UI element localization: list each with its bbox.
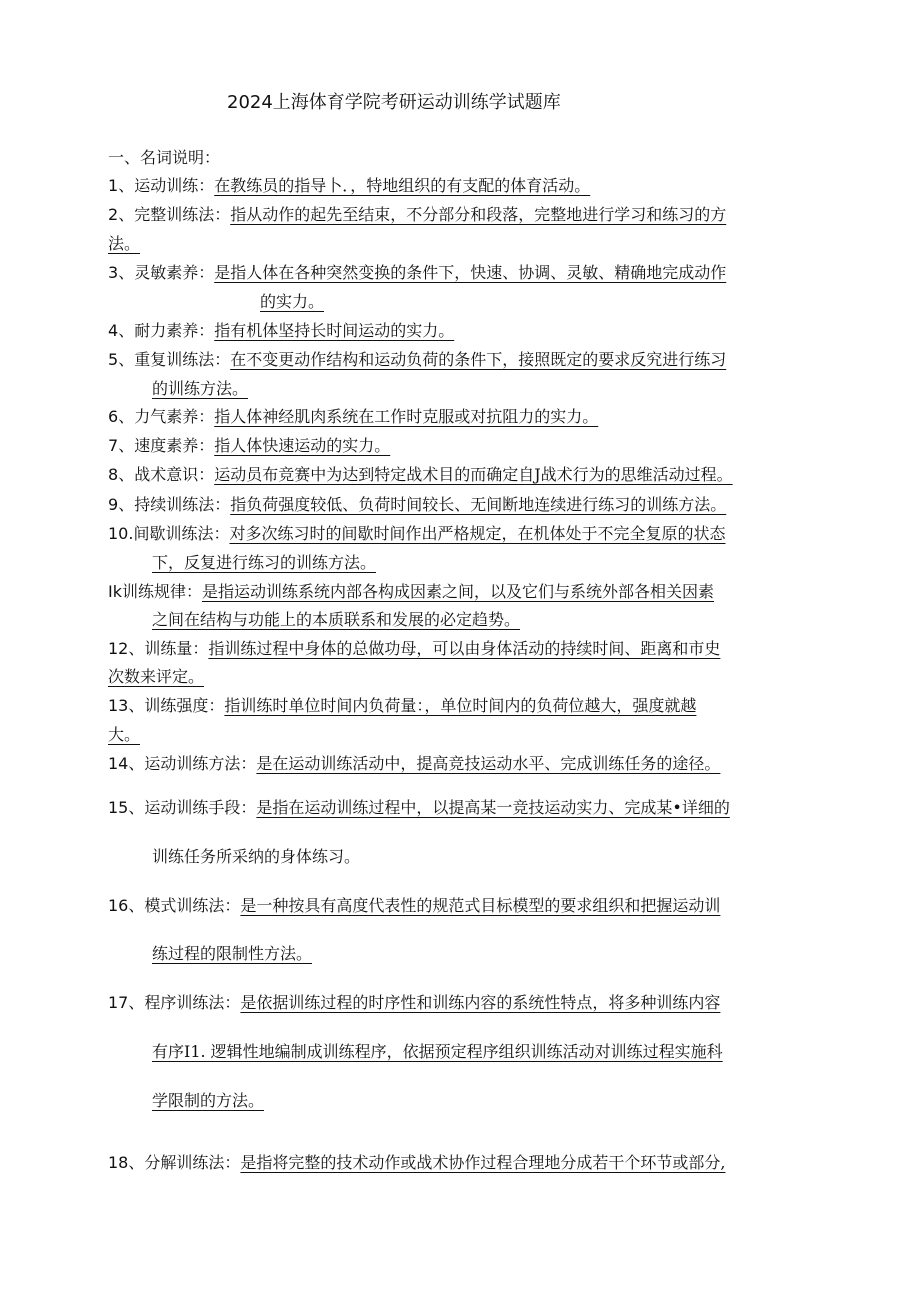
entry-definition: 是指在运动训练过程中，以提高某一竞技运动实力、完成某•详细的	[256, 798, 730, 817]
entry-definition: 在不变更动作结构和运动负荷的条件下，接照既定的要求反究进行练习	[230, 350, 727, 369]
entry-number: 7	[108, 436, 119, 455]
entry-number: 18	[108, 1153, 129, 1172]
entry-12-cont: 次数来评定。	[108, 667, 205, 686]
entry-definition: 在教练员的指导卜．，特地组织的有支配的体育活动。	[214, 176, 591, 195]
entry-13	[108, 695, 696, 717]
entry-term: 、重复训练法：	[118, 350, 231, 369]
entry-definition: 运动员布竞赛中为达到特定战术目的而确定自J战术行为的思维活动过程。	[214, 465, 733, 484]
entry-number: 12	[108, 639, 129, 658]
entry-term: 、持续训练法：	[118, 495, 231, 514]
entry-term: 、速度素养：	[118, 436, 215, 455]
entry-number: 4	[108, 321, 119, 340]
entry-term: 、运动训练方法：	[128, 754, 257, 773]
entry-number: 14	[108, 754, 129, 773]
entry-3	[108, 262, 726, 284]
entry-number: 9	[108, 495, 119, 514]
entry-term: 、耐力素养：	[118, 321, 215, 340]
entry-definition: 是在运动训练活动中，提高竞技运动水平、完成训练任务的途径。	[256, 754, 721, 773]
entry-definition: 是指人体在各种突然变换的条件下，快速、协调、灵敏、精确地完成动作	[214, 263, 727, 282]
entry-3-cont: 的实力。	[260, 292, 325, 311]
entry-definition: 是依据训练过程的时序性和训练内容的系统性特点，将多种训练内容	[240, 993, 721, 1012]
entry-15	[108, 797, 730, 819]
entry-term: 、运动训练手段：	[128, 798, 257, 817]
entry-7	[108, 435, 390, 457]
entry-number: 10.	[108, 524, 134, 543]
entry-term: 、模式训练法：	[128, 896, 241, 915]
entry-number: 13	[108, 696, 129, 715]
entry-number: 3	[108, 263, 119, 282]
entry-17-cont-1: 有序I1. 逻辑性地编制成训练程序，依据预定程序组织训练活动对训练过程实施科	[152, 1042, 723, 1061]
entry-term: 、程序训练法：	[128, 993, 241, 1012]
entry-term: 、训练量：	[128, 639, 209, 658]
entry-term: 间歇训练法：	[133, 524, 230, 543]
entry-6	[108, 406, 598, 428]
entry-11-cont: 之间在结构与功能上的本质联系和发展的必定趋势。	[152, 610, 521, 629]
entry-16	[108, 895, 720, 917]
entry-number: 8	[108, 465, 119, 484]
entry-15-cont: 训练任务所采纳的身体练习。	[152, 847, 361, 866]
entry-12	[108, 638, 720, 660]
entry-number: 16	[108, 896, 129, 915]
entry-number: 5	[108, 350, 119, 369]
entry-definition: 指从动作的起先至结束，不分部分和段落，完整地进行学习和练习的方	[230, 205, 727, 224]
entry-definition: 指训练时单位时间内负荷量：，单位时间内的负荷位越大，强度就越	[224, 696, 697, 715]
entry-5	[108, 349, 726, 371]
entry-16-cont: 练过程的限制性方法。	[152, 944, 313, 963]
entry-definition: 指人体快速运动的实力。	[214, 436, 391, 455]
entry-term: 、灵敏素养：	[118, 263, 215, 282]
entry-2	[108, 204, 726, 226]
entry-definition: 指有机体坚持长时间运动的实力。	[214, 321, 455, 340]
entry-number: 6	[108, 407, 119, 426]
entry-9	[108, 494, 726, 516]
entry-number: 17	[108, 993, 129, 1012]
entry-definition: 指训练过程中身体的总做功母，可以由身体活动的持续时间、距离和市史	[208, 639, 721, 658]
entry-1	[108, 175, 590, 197]
entry-18	[108, 1152, 725, 1174]
entry-definition: 指负荷强度较低、负荷时间较长、无间断地连续进行练习的训练方法。	[230, 495, 727, 514]
entry-term: 、训练强度：	[128, 696, 225, 715]
entry-8	[108, 464, 733, 486]
section-heading: 一、名词说明：	[108, 148, 221, 167]
entry-definition: 是指运动训练系统内部各构成因素之间，以及它们与系统外部各相关因素	[202, 582, 715, 601]
entry-term: 、完整训练法：	[118, 205, 231, 224]
entry-number: 1	[108, 176, 119, 195]
entry-definition: 是指将完整的技术动作或战术协作过程合理地分成若干个环节或部分,	[240, 1153, 726, 1172]
entry-4	[108, 320, 454, 342]
entry-term: 训练规律：	[121, 582, 202, 601]
entry-2-cont: 法。	[108, 234, 141, 253]
entry-term: 、战术意识：	[118, 465, 215, 484]
entry-term: 、运动训练：	[118, 176, 215, 195]
entry-number: 15	[108, 798, 129, 817]
entry-definition: 是一种按具有高度代表性的规范式目标模型的要求组织和把握运动训	[240, 896, 721, 915]
entry-number: Ik	[108, 582, 122, 601]
entry-11	[108, 581, 714, 603]
entry-definition: 指人体神经肌肉系统在工作时克服或对抗阻力的实力。	[214, 407, 599, 426]
entry-13-cont: 大。	[108, 725, 141, 744]
entry-17-cont-2: 学限制的方法。	[152, 1091, 265, 1110]
entry-definition: 对多次练习时的间歇时间作出严格规定，在机体处于不完全复原的状态	[229, 524, 726, 543]
entry-17	[108, 992, 720, 1014]
entry-10-cont: 下，反复进行练习的训练方法。	[152, 553, 377, 572]
entry-number: 2	[108, 205, 119, 224]
entry-10	[108, 523, 725, 545]
entry-14	[108, 753, 720, 775]
entry-term: 、分解训练法：	[128, 1153, 241, 1172]
entry-5-cont: 的训练方法。	[152, 379, 249, 398]
entry-term: 、力气素养：	[118, 407, 215, 426]
document-title: 2024上海体育学院考研运动训练学试题库	[227, 92, 561, 113]
